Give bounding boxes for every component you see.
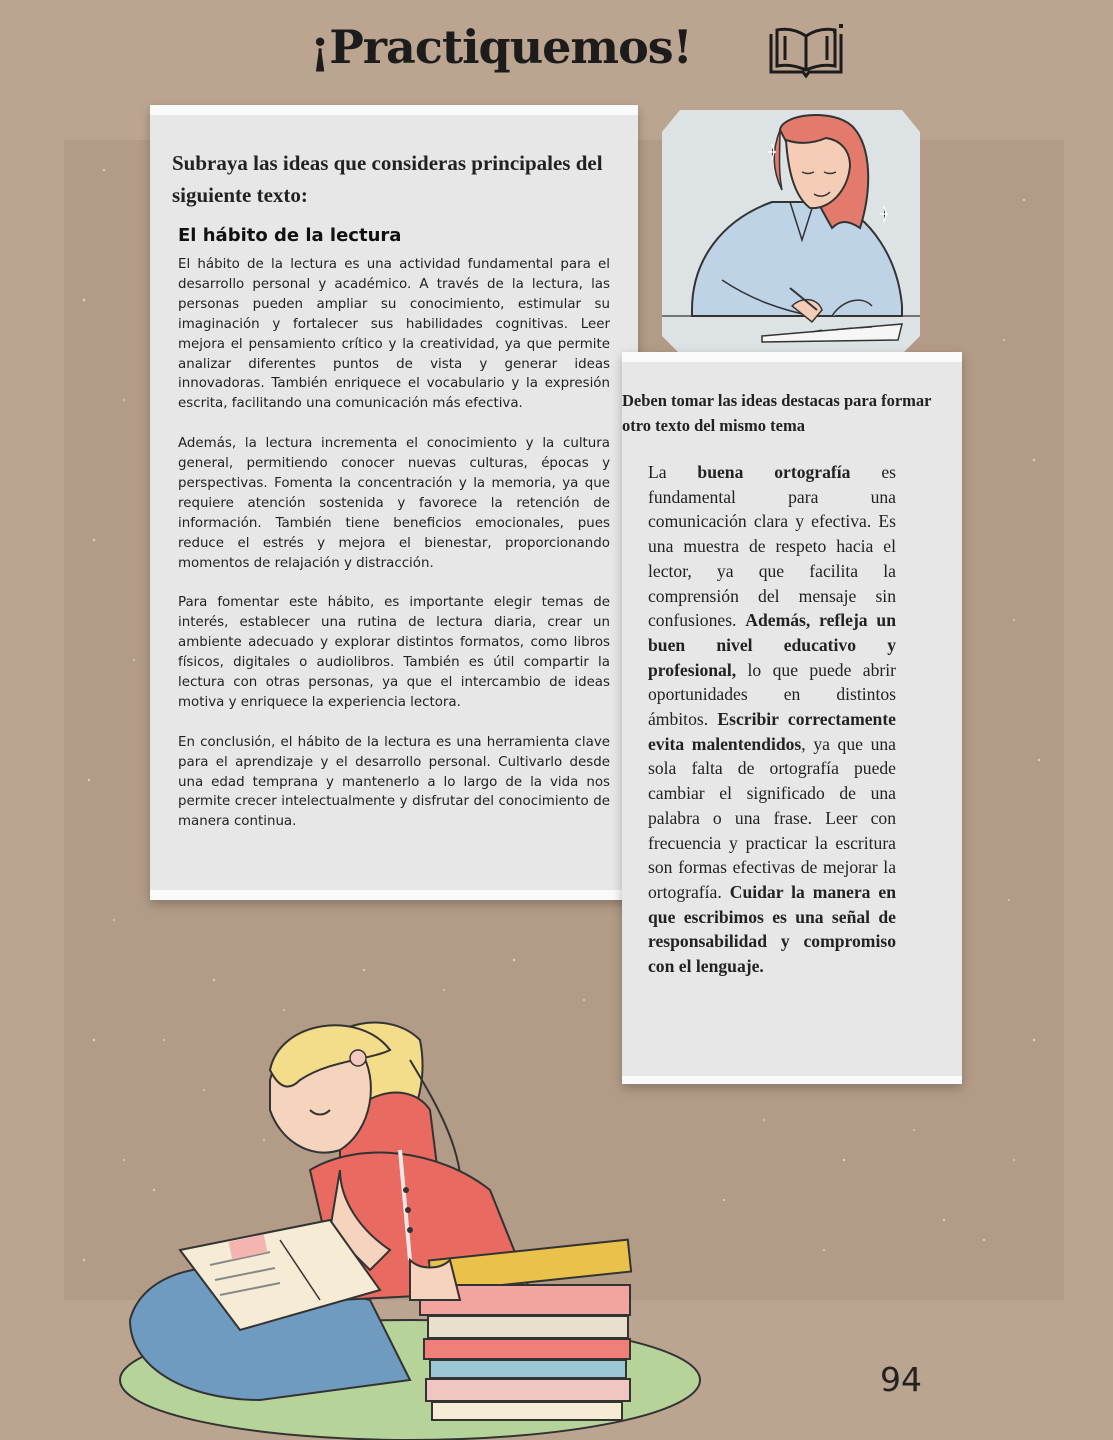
open-book-icon [765, 22, 847, 80]
highlighted-idea: buena ortografía [697, 462, 851, 482]
text-segment: es fundamental para una comunicación clara y efectiva. Es una muestra de respeto hacia el lector, ya que facilita la comprensión del mensaje sin confusiones. [648, 462, 896, 631]
model-text-card [622, 352, 962, 1084]
reading-text-card [150, 105, 638, 900]
article-paragraph: El hábito de la lectura es una actividad fundamental para el desarrollo personal y académico. A través de la lectura, las personas pueden ampliar su conocimiento, estimular su imaginación y fortalecer sus habilidades cognitivas. Leer mejora el pensamiento crítico y la creatividad, ya que permite analizar diferentes puntos de vista y generar ideas innovadoras. También enriquece el vocabulario y la expresión escrita, facilitando una comunicación más efectiva. [178, 257, 610, 412]
model-paragraph [648, 460, 896, 979]
article-paragraph: Para fomentar este hábito, es importante elegir temas de interés, establecer una rutina de lectura diaria, crear un ambiente adecuado y explorar distintos formatos, como libros físicos, digitales o audiolibros. También es útil compartir la lectura con otras personas, ya que el intercambio de ideas motiva y enriquece la experiencia lectora. [178, 595, 610, 710]
highlighted-idea: Escribir correctamente evita malentendidos [648, 709, 896, 754]
girl-reading-illustration [110, 1000, 710, 1440]
page-title: ¡Practiquemos! [310, 20, 692, 74]
text-segment: , ya que una sola falta de ortografía puede cambiar el significado de una palabra o una frase. Leer con frecuencia y practicar la escritura son formas efectivas de mejorar la ortografía. [648, 733, 896, 902]
text-segment: lo que puede abrir oportunidades en distintos ámbitos. [648, 659, 896, 730]
page-number: 94 [880, 1360, 922, 1399]
highlighted-idea: Además, refleja un buen nivel educativo y profesional, [648, 610, 896, 680]
article-paragraph: En conclusión, el hábito de la lectura es una herramienta clave para el aprendizaje y el desarrollo personal. Cultivarlo desde una edad temprana y mantenerlo a lo largo de la vida nos permite crecer intelectualmente y disfrutar del conocimiento de manera continua. [178, 734, 610, 830]
text-segment: La [648, 462, 698, 482]
article-heading: El hábito de la lectura [178, 225, 402, 246]
instruction-form-text: Deben tomar las ideas destacas para formar otro texto del mismo tema [622, 391, 932, 435]
highlighted-idea: Cuidar la manera en que escribimos es una señal de responsabilidad y compromiso con el lenguaje. [648, 881, 896, 977]
article-body [178, 255, 610, 852]
article-paragraph: Además, la lectura incrementa el conocimiento y la cultura general, permitiendo conocer nuevas culturas, épocas y perspectivas. Fomenta la concentración y la memoria, ya que requiere atención sostenida y favorece la retención de información. También tiene beneficios emocionales, pues reduce el estrés y mejora el bienestar, proporcionando momentos de relajación y distracción. [178, 436, 610, 571]
underline-instruction: Subraya las ideas que consideras principales del siguiente texto: [172, 151, 603, 207]
woman-writing-illustration [662, 110, 920, 354]
